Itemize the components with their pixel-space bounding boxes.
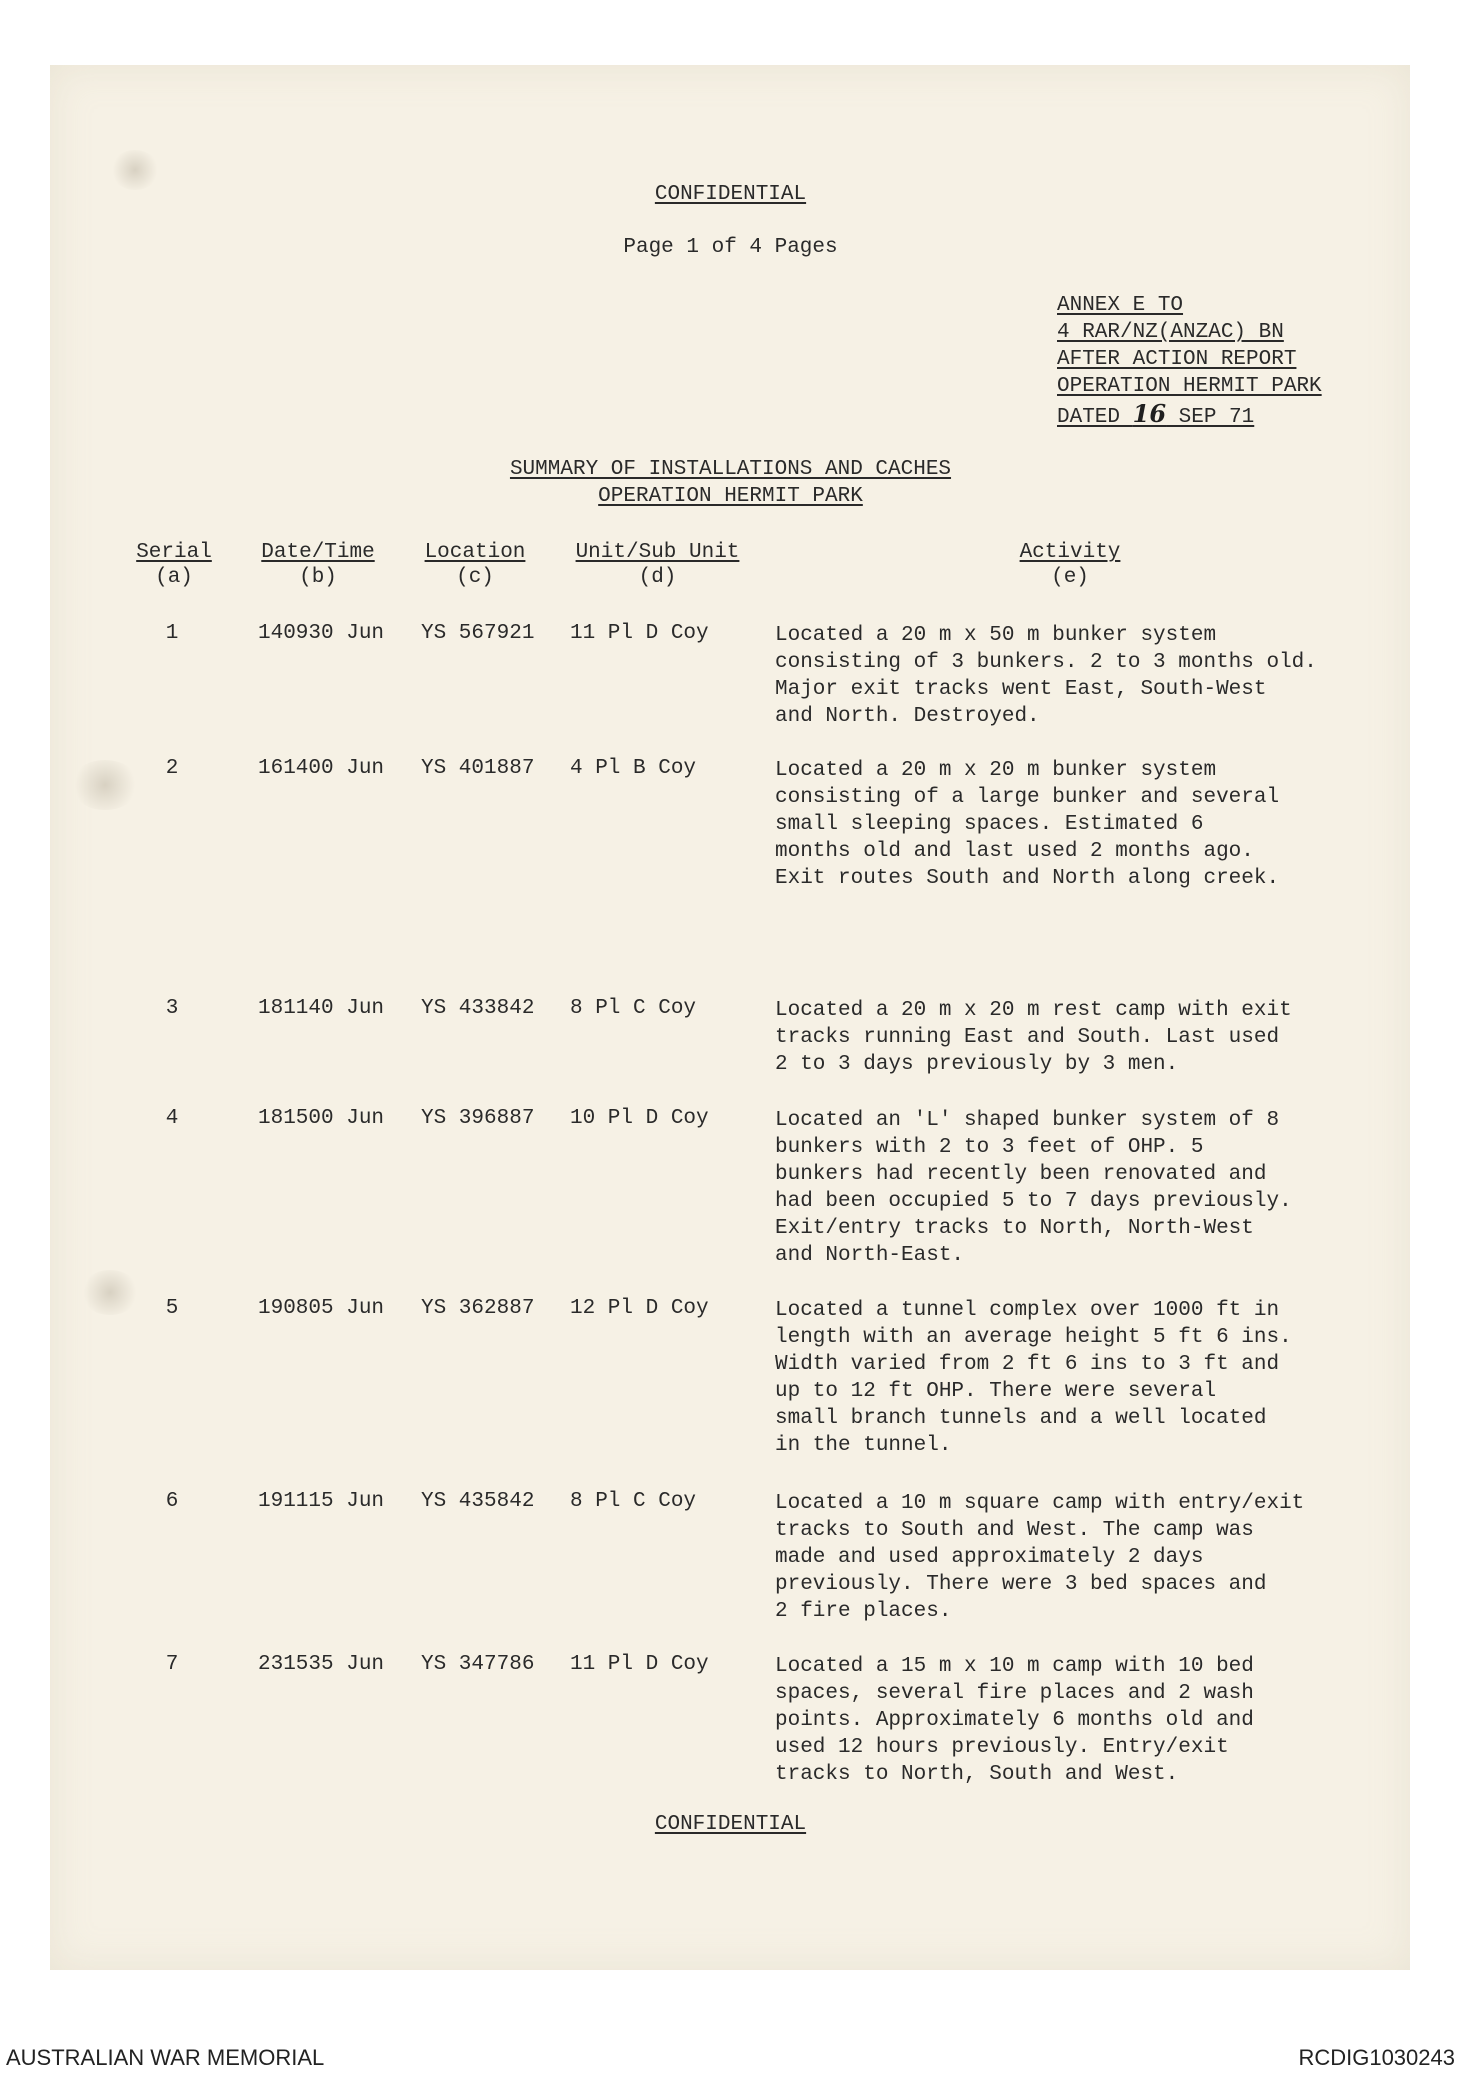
annex-date-text: DATED 16 SEP 71 xyxy=(1057,399,1255,429)
annex-date-line xyxy=(1057,400,1322,431)
archive-reference-id: RCDIG1030243 xyxy=(1298,2045,1455,2070)
activity-line: tracks to North, South and West. xyxy=(775,1763,1179,1786)
activity-line: used 12 hours previously. Entry/exit xyxy=(775,1736,1229,1759)
row-activity xyxy=(775,1490,1375,1625)
row-datetime: 140930 Jun xyxy=(258,622,385,645)
row-unit: 11 Pl D Coy xyxy=(570,1653,709,1676)
row-serial: 4 xyxy=(165,1107,179,1130)
annex-line: AFTER ACTION REPORT xyxy=(1057,348,1297,371)
activity-line: Exit routes South and North along creek. xyxy=(775,867,1280,890)
row-datetime: 181500 Jun xyxy=(258,1107,385,1130)
row-location: YS 567921 xyxy=(421,622,535,645)
activity-line: consisting of 3 bunkers. 2 to 3 months old. xyxy=(775,651,1317,674)
column-heading: Serial xyxy=(136,541,212,564)
annex-line: OPERATION HERMIT PARK xyxy=(1057,375,1322,398)
row-activity xyxy=(775,757,1375,892)
activity-line: Located a 20 m x 50 m bunker system xyxy=(775,624,1217,647)
annex-line: ANNEX E TO xyxy=(1057,294,1184,317)
activity-line: Exit/entry tracks to North, North-West xyxy=(775,1217,1254,1240)
column-code: (c) xyxy=(456,566,494,589)
row-datetime: 161400 Jun xyxy=(258,757,385,780)
row-datetime: 190805 Jun xyxy=(258,1297,385,1320)
classification-header: CONFIDENTIAL xyxy=(654,183,807,206)
row-location: YS 362887 xyxy=(421,1297,535,1320)
row-location: YS 433842 xyxy=(421,997,535,1020)
activity-line: and North-East. xyxy=(775,1244,965,1267)
column-code: (e) xyxy=(1051,566,1089,589)
activity-line: and North. Destroyed. xyxy=(775,705,1040,728)
row-serial: 5 xyxy=(165,1297,179,1320)
row-location: YS 347786 xyxy=(421,1653,535,1676)
activity-line: 2 fire places. xyxy=(775,1600,952,1623)
row-datetime: 181140 Jun xyxy=(258,997,385,1020)
row-unit: 10 Pl D Coy xyxy=(570,1107,709,1130)
column-code: (d) xyxy=(638,566,677,589)
row-activity xyxy=(775,1653,1375,1788)
activity-line: small branch tunnels and a well located xyxy=(775,1407,1267,1430)
activity-line: bunkers had recently been renovated and xyxy=(775,1163,1267,1186)
activity-line: months old and last used 2 months ago. xyxy=(775,840,1254,863)
handwritten-day: 16 xyxy=(1132,399,1167,428)
activity-line: small sleeping spaces. Estimated 6 xyxy=(775,813,1204,836)
row-datetime: 231535 Jun xyxy=(258,1653,385,1676)
title-line: SUMMARY OF INSTALLATIONS AND CACHES xyxy=(509,458,952,481)
activity-line: Located a tunnel complex over 1000 ft in xyxy=(775,1299,1280,1322)
column-heading: Activity xyxy=(1019,541,1121,564)
column-heading: Date/Time xyxy=(261,541,375,564)
row-serial: 1 xyxy=(165,622,179,645)
activity-line: bunkers with 2 to 3 feet of OHP. 5 xyxy=(775,1136,1204,1159)
activity-line: Located a 20 m x 20 m bunker system xyxy=(775,759,1217,782)
row-unit: 12 Pl D Coy xyxy=(570,1297,709,1320)
column-header-unit xyxy=(565,540,750,590)
activity-line: tracks running East and South. Last used xyxy=(775,1026,1280,1049)
activity-line: Located a 15 m x 10 m camp with 10 bed xyxy=(775,1655,1254,1678)
activity-line: spaces, several fire places and 2 wash xyxy=(775,1682,1254,1705)
activity-line: 2 to 3 days previously by 3 men. xyxy=(775,1053,1179,1076)
activity-line: up to 12 ft OHP. There were several xyxy=(775,1380,1217,1403)
column-header-datetime xyxy=(253,540,383,590)
archive-source-label: AUSTRALIAN WAR MEMORIAL xyxy=(6,2045,325,2070)
row-unit: 11 Pl D Coy xyxy=(570,622,709,645)
row-location: YS 396887 xyxy=(421,1107,535,1130)
column-code: (b) xyxy=(299,566,337,589)
activity-line: Located a 20 m x 20 m rest camp with exit xyxy=(775,999,1292,1022)
row-activity xyxy=(775,622,1375,730)
column-heading: Location xyxy=(424,541,526,564)
activity-line: had been occupied 5 to 7 days previously. xyxy=(775,1190,1292,1213)
column-header-activity xyxy=(990,540,1150,590)
activity-line: length with an average height 5 ft 6 ins. xyxy=(775,1326,1292,1349)
column-header-serial xyxy=(134,540,214,590)
row-location: YS 401887 xyxy=(421,757,535,780)
row-location: YS 435842 xyxy=(421,1490,535,1513)
column-heading: Unit/Sub Unit xyxy=(575,541,740,564)
row-serial: 6 xyxy=(165,1490,179,1513)
row-serial: 3 xyxy=(165,997,179,1020)
paper-crease xyxy=(80,1270,140,1315)
row-unit: 8 Pl C Coy xyxy=(570,1490,697,1513)
column-header-location xyxy=(415,540,535,590)
title-line: OPERATION HERMIT PARK xyxy=(598,485,863,508)
document-title xyxy=(0,456,1461,510)
annex-line: 4 RAR/NZ(ANZAC) BN xyxy=(1057,321,1284,344)
row-serial: 7 xyxy=(165,1653,179,1676)
row-unit: 8 Pl C Coy xyxy=(570,997,697,1020)
row-activity xyxy=(775,997,1375,1078)
activity-line: Width varied from 2 ft 6 ins to 3 ft and xyxy=(775,1353,1280,1376)
row-activity xyxy=(775,1297,1375,1459)
activity-line: points. Approximately 6 months old and xyxy=(775,1709,1254,1732)
activity-line: Located a 10 m square camp with entry/exit xyxy=(775,1492,1305,1515)
activity-line: consisting of a large bunker and several xyxy=(775,786,1280,809)
row-unit: 4 Pl B Coy xyxy=(570,757,697,780)
classification-footer: CONFIDENTIAL xyxy=(654,1813,807,1836)
activity-line: previously. There were 3 bed spaces and xyxy=(775,1573,1267,1596)
activity-line: Major exit tracks went East, South-West xyxy=(775,678,1267,701)
paper-crease xyxy=(70,760,140,810)
activity-line: made and used approximately 2 days xyxy=(775,1546,1204,1569)
row-serial: 2 xyxy=(165,757,179,780)
annex-reference-block xyxy=(1057,292,1322,431)
activity-line: Located an 'L' shaped bunker system of 8 xyxy=(775,1109,1280,1132)
row-datetime: 191115 Jun xyxy=(258,1490,385,1513)
activity-line: tracks to South and West. The camp was xyxy=(775,1519,1254,1542)
page-indicator: Page 1 of 4 Pages xyxy=(623,236,838,259)
row-activity xyxy=(775,1107,1375,1269)
column-code: (a) xyxy=(155,566,193,589)
activity-line: in the tunnel. xyxy=(775,1434,952,1457)
